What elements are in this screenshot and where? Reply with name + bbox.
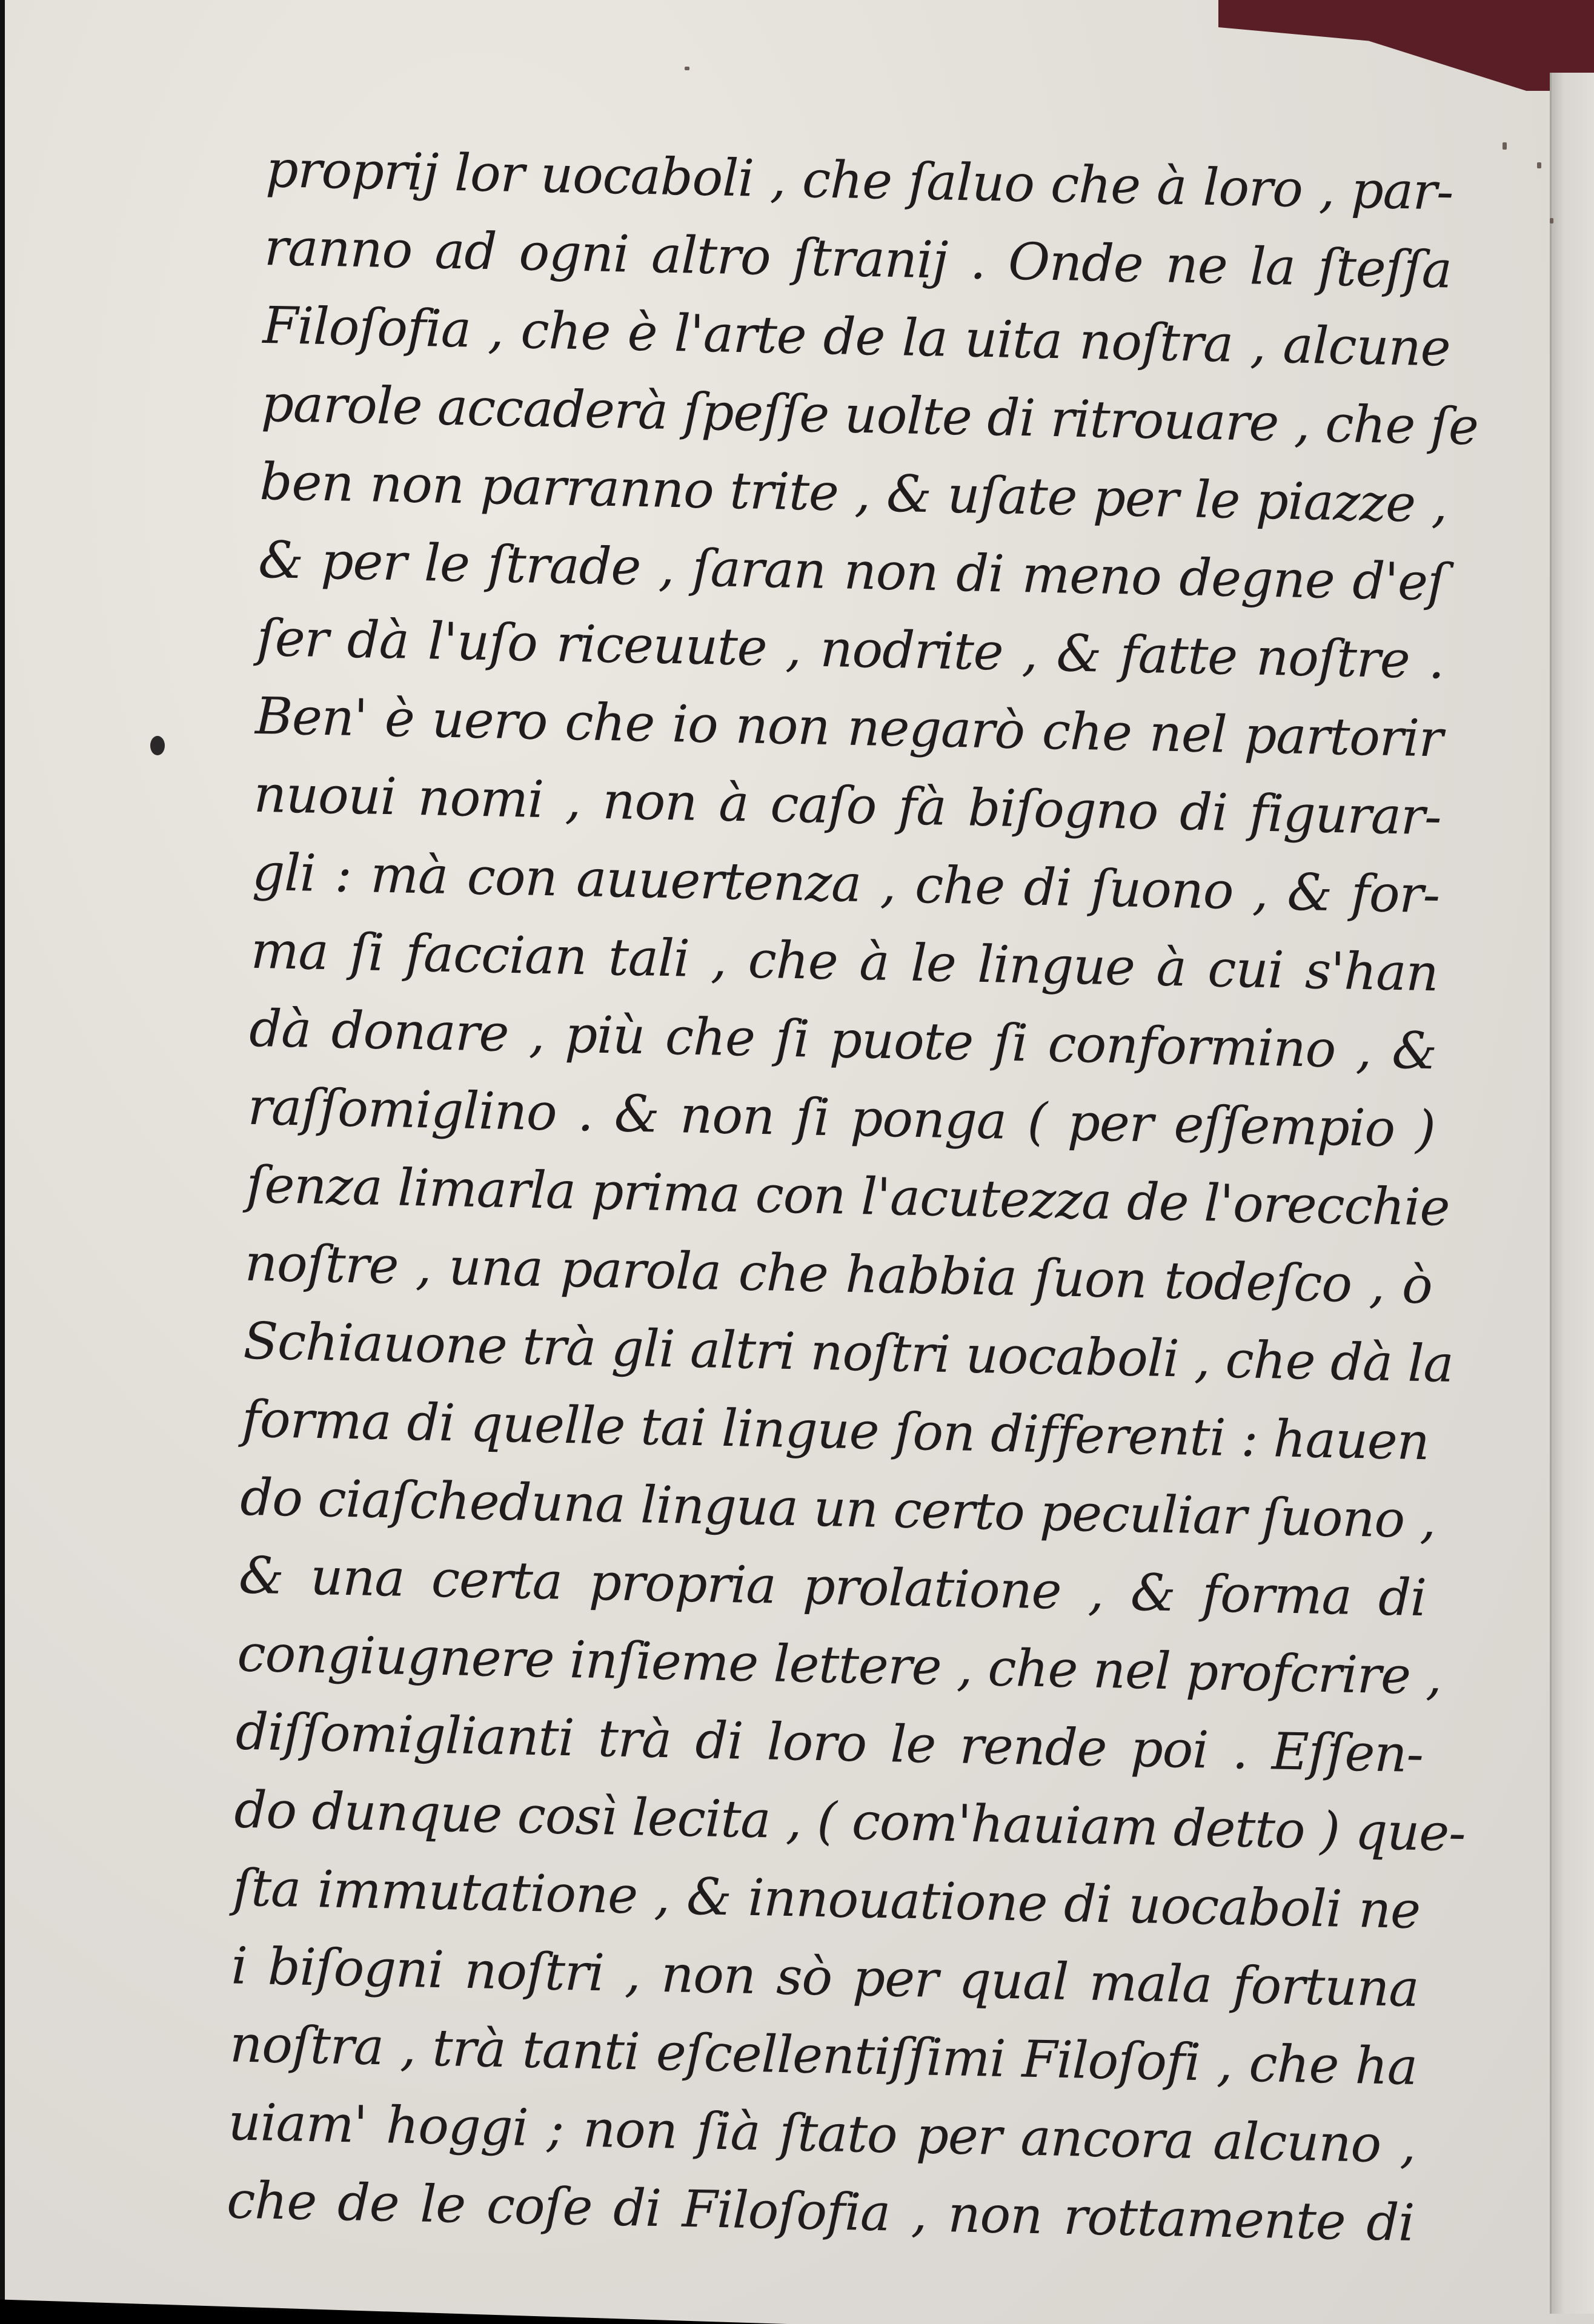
text-line: noſtre , una parola che habbia ſuon todeſco , ò [244, 1233, 1433, 1316]
text-line: congiugnere inſieme lettere , che nel profcrire , [236, 1623, 1443, 1706]
text-line: Schiauone trà gli altri noſtri uocaboli , che dà la [242, 1311, 1454, 1394]
text-line: parole accaderà ſpeſſe uolte di ritrouare , che ſe [261, 373, 1479, 457]
text-line: noſtra , trà tanti eſcellentiſſimi Filoſofi , che ha [229, 2014, 1418, 2097]
adjacent-page-edge [1550, 73, 1594, 2314]
text-line: gli : mà con auuertenza , che di ſuono , & for- [251, 842, 1441, 925]
paper-speck [1503, 142, 1507, 150]
text-line: ben non parranno trite , & uſate per le piazze , [259, 451, 1448, 534]
text-line: do ciaſcheduna lingua un certo peculiar ſuono , [239, 1467, 1436, 1550]
text-line: ranno ad ogni altro ſtranij . Onde ne la ſteſſa [264, 217, 1452, 300]
paper-speck [1550, 218, 1553, 223]
paper-speck [1537, 162, 1541, 168]
text-line: diſſomiglianti trà di loro le rende poi . Eſſen- [235, 1701, 1424, 1784]
text-line: ſenza limarla prima con l'acutezza de l'orecchie [245, 1154, 1450, 1237]
text-line: do dunque così lecita , ( com'hauiam detto ) que- [233, 1779, 1466, 1863]
text-line: ma ſi faccian tali , che à le lingue à cui s'han [250, 920, 1439, 1003]
page-left-shadow [0, 0, 5, 2324]
text-line: nuoui nomi , non à caſo fà biſogno di figurar- [253, 764, 1442, 847]
red-cloth-backdrop [1218, 0, 1594, 91]
paper-speck [685, 67, 689, 70]
text-line: Filoſofia , che è l'arte de la uita noſtra , alcune [262, 295, 1451, 378]
text-line: uiam' hoggi ; non ſià ſtato per ancora alcuno , [227, 2092, 1416, 2175]
text-line: forma di quelle tai lingue ſon differenti : hauen [241, 1389, 1430, 1472]
text-line: ſer dà l'uſo riceuute , nodrite , & fatte noſtre . [256, 607, 1445, 690]
page-bottom-shadow [0, 2297, 788, 2324]
text-line: raſſomiglino . & non ſi ponga ( per eſſempio ) [247, 1076, 1436, 1159]
text-line: dà donare , più che ſi puote ſi conformino , & [248, 998, 1438, 1081]
text-line: & una certa propria prolatione , & forma di [238, 1545, 1427, 1628]
page-body-text [226, 130, 1479, 2262]
text-line: Ben' è uero che io non negarò che nel partorir [254, 686, 1444, 769]
text-line: che de le coſe di Filoſofia , non rottamente di [226, 2170, 1415, 2253]
text-line: i biſogni noſtri , non sò per qual mala fortuna [230, 1936, 1420, 2019]
text-line: & per le ſtrade , ſaran non di meno degne d'eſ [257, 529, 1446, 612]
text-line: ſta immutatione , & innouatione di uocaboli ne [232, 1858, 1421, 1941]
text-line: proprij lor uocaboli , che ſaluo che à loro , par- [265, 139, 1454, 222]
margin-ink-dot [150, 736, 165, 755]
